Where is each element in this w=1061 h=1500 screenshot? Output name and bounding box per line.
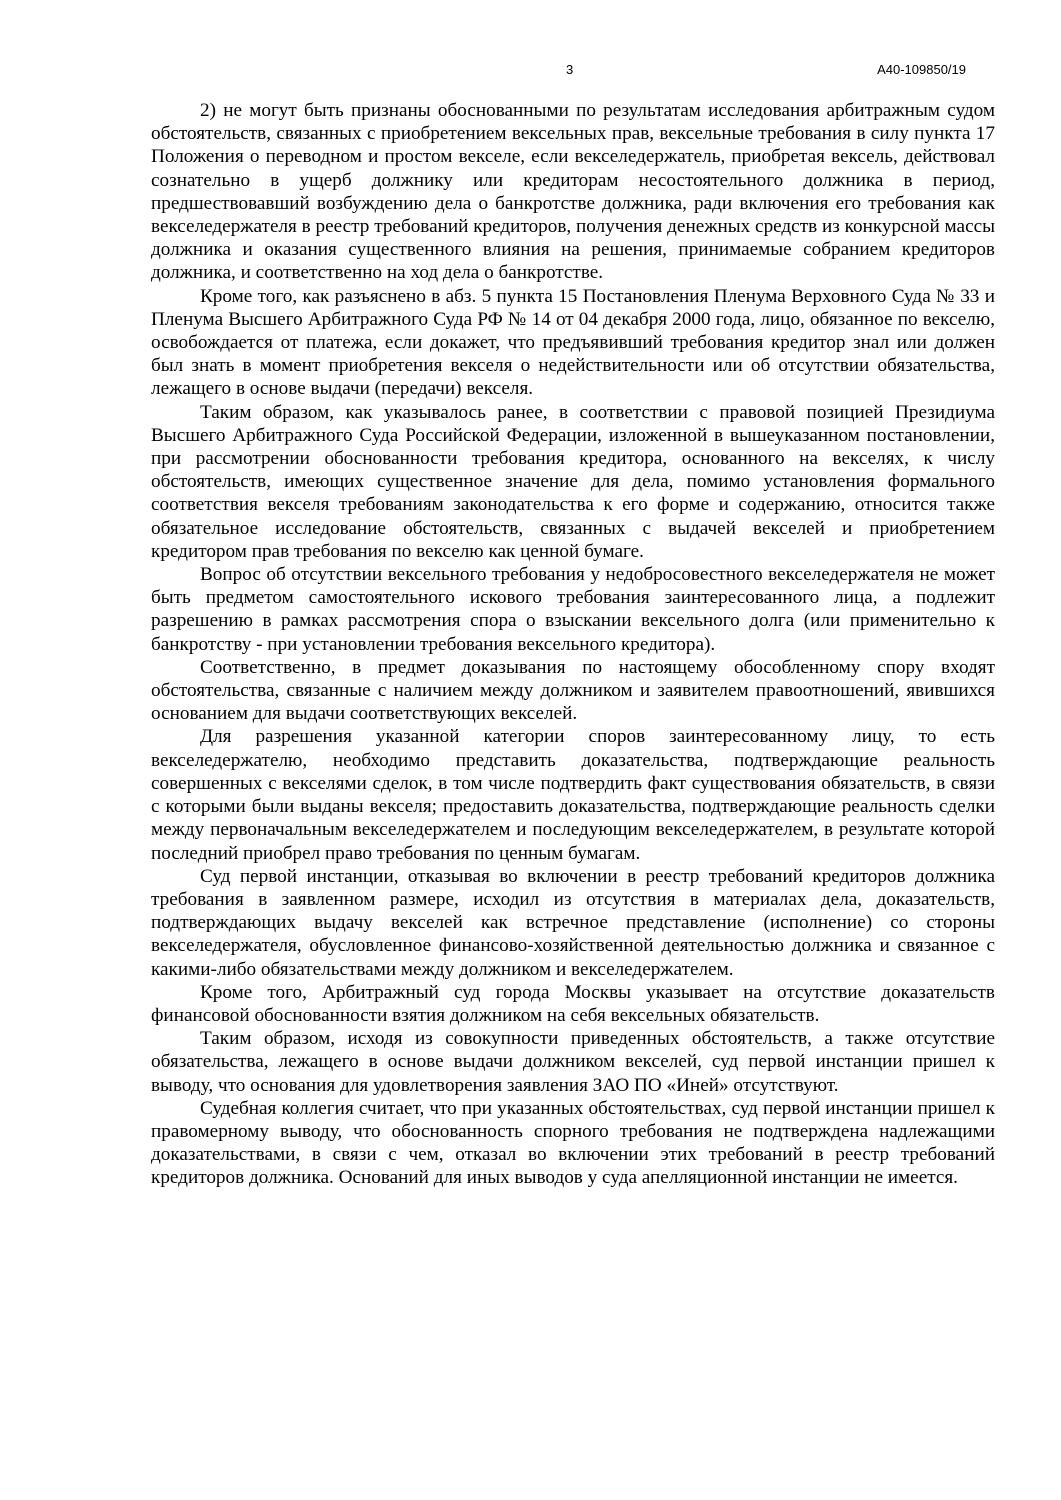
paragraph: Суд первой инстанции, отказывая во включении в реестр требований кредиторов должника требования в заявленном размере, исходил из отсутствия в материалах дела, доказательств, подтверждающих выдачу векселей как встречное представление (исполнение) со стороны векселедержателя, обусловленное финансово-хозяйственной деятельностью должника и связанное с какими-либо обязательствами между должником и векселедержателем. xyxy=(151,865,995,980)
paragraph: 2) не могут быть признаны обоснованными по результатам исследования арбитражным судом обстоятельств, связанных с приобретением вексельных прав, вексельные требования в силу пункта 17 Положения о переводном и простом векселе, если векселедержатель, приобретая вексель, действовал сознательно в ущерб должнику или кредиторам несостоятельного должника в период, предшествовавший возбуждению дела о банкротстве должника, ради включения его требования как векселедержателя в реестр требований кредиторов, получения денежных средств из конкурсной массы должника и оказания существенного влияния на решения, принимаемые собранием кредиторов должника, и соответственно на ход дела о банкротстве. xyxy=(151,100,995,284)
paragraph: Соответственно, в предмет доказывания по настоящему обособленному спору входят обстоятельства, связанные с наличием между должником и заявителем правоотношений, явившихся основанием для выдачи соответствующих векселей. xyxy=(151,656,995,725)
page-number: 3 xyxy=(566,62,574,77)
paragraph: Вопрос об отсутствии вексельного требования у недобросовестного векселедержателя не может быть предметом самостоятельного искового требования заинтересованного лица, а подлежит разрешению в рамках рассмотрения спора о взыскании вексельного долга (или применительно к банкротству - при установлении требования вексельного кредитора). xyxy=(151,564,995,655)
paragraph: Для разрешения указанной категории споров заинтересованному лицу, то есть векселедержателю, необходимо представить доказательства, подтверждающие реальность совершенных с векселями сделок, в том числе подтвердить факт существования обязательств, в связи с которыми были выданы векселя; предоставить доказательства, подтверждающие реальность сделки между первоначальным векселедержателем и последующим векселедержателем, в результате которой последний приобрел право требования по ценным бумагам. xyxy=(151,726,995,864)
case-number: А40-109850/19 xyxy=(877,62,966,77)
paragraph: Судебная коллегия считает, что при указанных обстоятельствах, суд первой инстанции пришел к правомерному выводу, что обоснованность спорного требования не подтверждена надлежащими доказательствами, в связи с чем, отказал во включении этих требований в реестр требований кредиторов должника. Оснований для иных выводов у суда апелляционной инстанции не имеется. xyxy=(151,1097,995,1189)
paragraph: Кроме того, Арбитражный суд города Москвы указывает на отсутствие доказательств финансовой обоснованности взятия должником на себя вексельных обязательств. xyxy=(151,981,995,1026)
paragraph: Кроме того, как разъяснено в абз. 5 пункта 15 Постановления Пленума Верховного Суда № 33 и Пленума Высшего Арбитражного Суда РФ № 14 от 04 декабря 2000 года, лицо, обязанное по векселю, освобождается от платежа, если докажет, что предъявивший требования кредитор знал или должен был знать в момент приобретения векселя о недействительности или об отсутствии обязательства, лежащего в основе выдачи (передачи) векселя. xyxy=(151,285,995,400)
document-body xyxy=(151,99,995,1190)
page-header xyxy=(0,62,1061,84)
paragraph: Таким образом, как указывалось ранее, в соответствии с правовой позицией Президиума Высшего Арбитражного Суда Российской Федерации, изложенной в вышеуказанном постановлении, при рассмотрении обоснованности требования кредитора, основанного на векселях, к числу обстоятельств, имеющих существенное значение для дела, помимо установления формального соответствия векселя требованиям законодательства к его форме и содержанию, относится также обязательное исследование обстоятельств, связанных с выдачей векселей и приобретением кредитором прав требования по векселю как ценной бумаге. xyxy=(151,401,995,562)
paragraph: Таким образом, исходя из совокупности приведенных обстоятельств, а также отсутствие обязательства, лежащего в основе выдачи должником векселей, суд первой инстанции пришел к выводу, что основания для удовлетворения заявления ЗАО ПО «Иней» отсутствуют. xyxy=(151,1028,995,1096)
